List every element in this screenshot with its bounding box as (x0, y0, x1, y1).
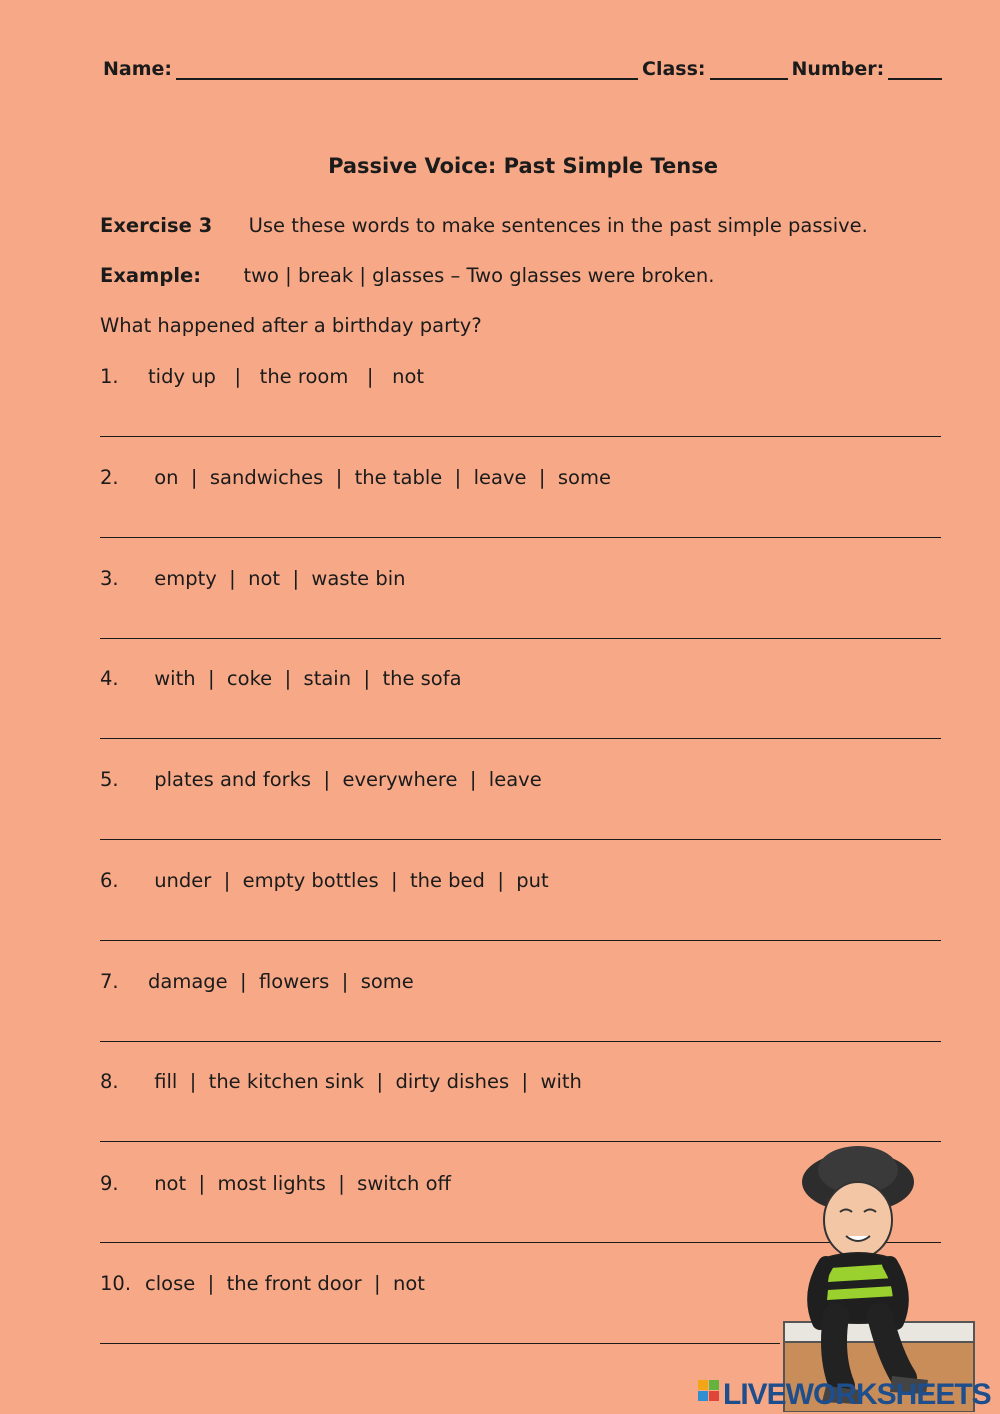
question-words: under | empty bottles | the bed | put (148, 869, 549, 892)
question-words: tidy up | the room | not (148, 365, 425, 388)
question-4 (100, 667, 462, 690)
name-field[interactable] (176, 58, 638, 80)
question-1 (100, 365, 424, 388)
question-5 (100, 768, 542, 791)
instruction-text: Use these words to make sentences in the past simple passive. (248, 214, 868, 237)
question-number: 5. (100, 768, 119, 791)
question-number: 1. (100, 365, 119, 388)
question-number: 9. (100, 1172, 119, 1195)
question-words: on | sandwiches | the table | leave | some (148, 466, 611, 489)
question-prompt: What happened after a birthday party? (100, 314, 482, 337)
answer-line-4[interactable] (100, 738, 941, 739)
question-words: close | the front door | not (145, 1272, 425, 1295)
example-label: Example: (100, 264, 202, 287)
question-3 (100, 567, 405, 590)
question-number: 2. (100, 466, 119, 489)
question-words: damage | flowers | some (148, 970, 414, 993)
exercise-instruction (100, 214, 868, 237)
answer-line-1[interactable] (100, 436, 941, 437)
question-number: 3. (100, 567, 119, 590)
page-title: Passive Voice: Past Simple Tense (328, 154, 718, 178)
question-words: not | most lights | switch off (148, 1172, 451, 1195)
question-words: with | coke | stain | the sofa (148, 667, 462, 690)
cartoon-boy-illustration (776, 1140, 986, 1412)
answer-line-2[interactable] (100, 537, 941, 538)
example-line (100, 264, 714, 287)
class-label: Class: (642, 58, 706, 80)
question-words: fill | the kitchen sink | dirty dishes | with (148, 1070, 582, 1093)
exercise-label: Exercise 3 (100, 214, 213, 237)
question-8 (100, 1070, 582, 1093)
example-text: two | break | glasses – Two glasses were broken. (243, 264, 715, 287)
question-9 (100, 1172, 451, 1195)
question-7 (100, 970, 414, 993)
question-10 (100, 1272, 425, 1295)
answer-line-10[interactable] (100, 1343, 780, 1344)
answer-line-5[interactable] (100, 839, 941, 840)
question-number: 10. (100, 1272, 132, 1295)
answer-line-3[interactable] (100, 638, 941, 639)
question-number: 7. (100, 970, 119, 993)
question-6 (100, 869, 549, 892)
answer-line-7[interactable] (100, 1041, 941, 1042)
liveworksheets-logo-icon (698, 1380, 720, 1410)
question-number: 6. (100, 869, 119, 892)
answer-line-6[interactable] (100, 940, 941, 941)
class-field[interactable] (710, 58, 788, 80)
question-words: plates and forks | everywhere | leave (148, 768, 542, 791)
number-field[interactable] (888, 58, 942, 80)
student-info-header (103, 58, 946, 80)
number-label: Number: (791, 58, 885, 80)
question-words: empty | not | waste bin (148, 567, 406, 590)
question-number: 8. (100, 1070, 119, 1093)
watermark-text: LIVEWORKSHEETS (723, 1378, 991, 1411)
question-2 (100, 466, 611, 489)
question-number: 4. (100, 667, 119, 690)
liveworksheets-watermark (698, 1378, 991, 1412)
name-label: Name: (103, 58, 173, 80)
